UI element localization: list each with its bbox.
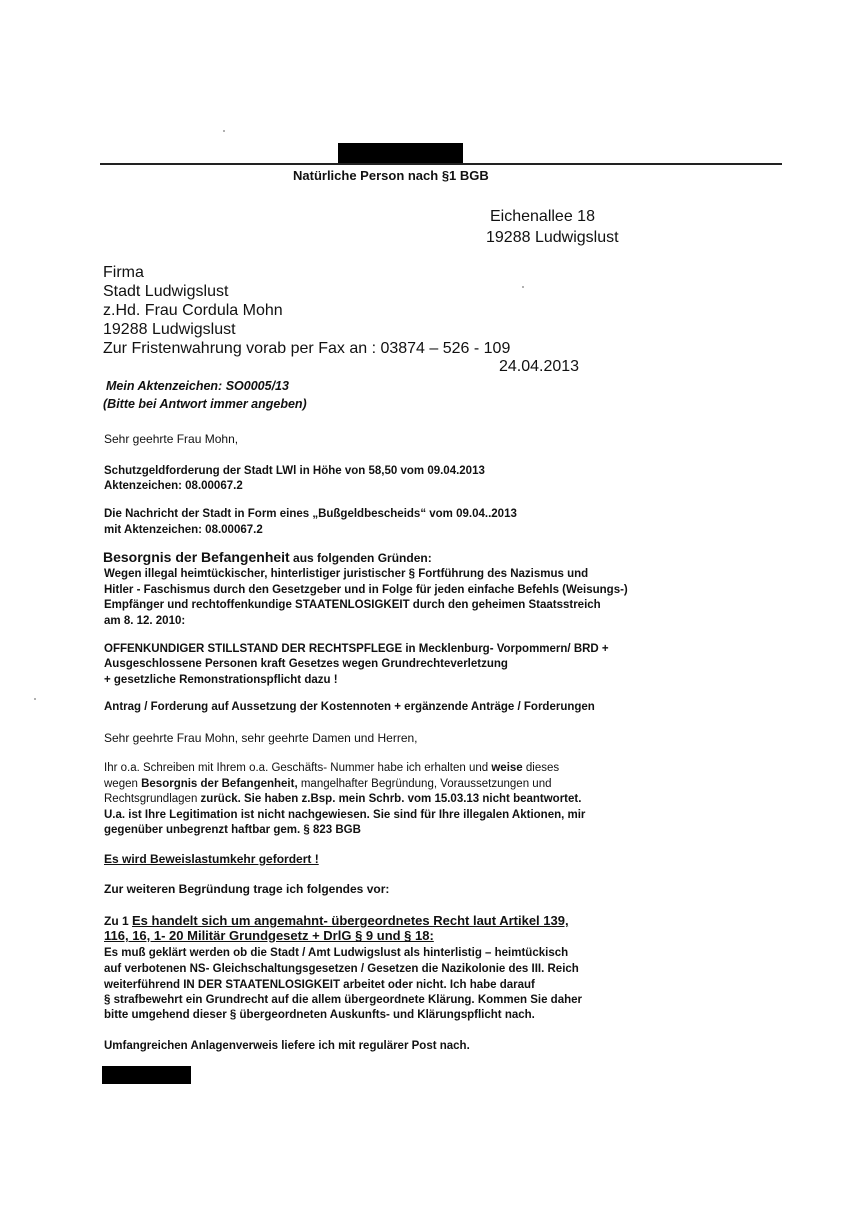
signature-redaction: [102, 1066, 191, 1084]
subject-line: Schutzgeldforderung der Stadt LWl in Höhe von 58,50 vom 09.04.2013: [104, 465, 485, 477]
salutation: Sehr geehrte Frau Mohn,: [104, 432, 239, 446]
zur-heading: Zur weiteren Begründung trage ich folgendes vor:: [104, 882, 390, 896]
paragraph-line: [104, 761, 559, 777]
paragraph-line: OFFENKUNDIGER STILLSTAND DER RECHTSPFLEGE in Mecklenburg- Vorpommern/ BRD +: [104, 643, 609, 655]
reference-note: (Bitte bei Antwort immer angeben): [103, 397, 307, 411]
paragraph-line: Wegen illegal heimtückischer, hinterlistiger juristischer § Fortführung des Nazismus und: [104, 568, 589, 580]
text-run: Rechtsgrundlagen: [104, 793, 201, 805]
text-run: wegen: [104, 778, 142, 790]
recipient-line: Firma: [103, 264, 144, 281]
text-run-bold: Besorgnis der Befangenheit,: [141, 778, 298, 790]
zu1-prefix: Zu 1: [104, 914, 133, 928]
fax-line: Zur Fristenwahrung vorab per Fax an : 03874 – 526 - 109: [103, 340, 511, 357]
besorgnis-heading-main: Besorgnis der Befangenheit: [103, 549, 290, 565]
besorgnis-heading: [103, 549, 432, 567]
recipient-line: 19288 Ludwigslust: [103, 321, 236, 338]
text-run: Ihr o.a. Schreiben mit Ihrem o.a. Geschäfts- Nummer habe ich erhalten und: [104, 762, 492, 774]
letterhead-title: Natürliche Person nach §1 BGB: [293, 168, 489, 183]
paragraph-line: [104, 792, 581, 808]
paragraph-line: bitte umgehend dieser § übergeordneten Auskunfts- und Klärungspflicht nach.: [104, 1009, 535, 1021]
text-run: mangelhafter Begründung, Voraussetzungen und: [297, 778, 552, 790]
scan-speck: [34, 698, 36, 700]
zu1-title-cont: 116, 16, 1- 20 Militär Grundgesetz + DrlG § 9 und § 18:: [104, 928, 434, 943]
redaction-bar: [338, 143, 463, 164]
scan-speck: [522, 286, 524, 288]
subject-line: Aktenzeichen: 08.00067.2: [104, 480, 243, 492]
zu1-title: Es handelt sich um angemahnt- übergeordnetes Recht laut Artikel 139,: [132, 913, 569, 928]
paragraph-line: Hitler - Faschismus durch den Gesetzgeber und in Folge für jeden einfache Befehls (Weisungs-): [104, 584, 628, 596]
letter-date: 24.04.2013: [499, 358, 580, 375]
sender-city: 19288 Ludwigslust: [486, 229, 619, 246]
text-run: dieses: [522, 762, 560, 774]
reference-number: Mein Aktenzeichen: SO0005/13: [106, 379, 289, 393]
recipient-line: z.Hd. Frau Cordula Mohn: [103, 302, 283, 319]
paragraph-line: Es muß geklärt werden ob die Stadt / Amt Ludwigslust als hinterlistig – heimtückisch: [104, 947, 569, 959]
recipient-line: Stadt Ludwigslust: [103, 283, 229, 300]
salutation-2: Sehr geehrte Frau Mohn, sehr geehrte Damen und Herren,: [104, 731, 418, 745]
antrag-heading: Antrag / Forderung auf Aussetzung der Kostennoten + ergänzende Anträge / Forderungen: [104, 701, 595, 713]
subject-line: mit Aktenzeichen: 08.00067.2: [104, 524, 263, 536]
paragraph-line: weiterführend IN DER STAATENLOSIGKEIT arbeitet oder nicht. Ich habe darauf: [104, 979, 535, 991]
paragraph-line: U.a. ist Ihre Legitimation ist nicht nachgewiesen. Sie sind für Ihre illegalen Aktionen, mir: [104, 809, 586, 821]
closing-line: Umfangreichen Anlagenverweis liefere ich mit regulärer Post nach.: [104, 1040, 470, 1052]
paragraph-line: Ausgeschlossene Personen kraft Gesetzes wegen Grundrechteverletzung: [104, 658, 508, 670]
subject-line: Die Nachricht der Stadt in Form eines „Bußgeldbescheids“ vom 09.04..2013: [104, 508, 517, 520]
text-run-bold: weise: [491, 762, 523, 774]
paragraph-line: § strafbewehrt ein Grundrecht auf die allem übergeordnete Klärung. Kommen Sie daher: [104, 994, 582, 1006]
paragraph-line: + gesetzliche Remonstrationspflicht dazu !: [104, 674, 338, 686]
besorgnis-heading-rest: aus folgenden Gründen:: [289, 551, 432, 565]
text-run-bold: zurück. Sie haben z.Bsp. mein Schrb. vom 15.03.13 nicht beantwortet.: [200, 793, 582, 805]
sender-street: Eichenallee 18: [490, 208, 595, 225]
paragraph-line: Empfänger und rechtoffenkundige STAATENLOSIGKEIT durch den geheimen Staatsstreich: [104, 599, 601, 611]
header-rule: [100, 163, 782, 165]
paragraph-line: gegenüber unbegrenzt haftbar gem. § 823 BGB: [104, 824, 361, 836]
paragraph-line: am 8. 12. 2010:: [104, 615, 186, 627]
paragraph-line: [104, 777, 551, 793]
paragraph-line: auf verbotenen NS- Gleichschaltungsgesetzen / Gesetzen die Nazikolonie des III. Reich: [104, 963, 579, 975]
beweis-heading: Es wird Beweislastumkehr gefordert !: [104, 852, 319, 866]
scan-speck: [223, 130, 225, 132]
